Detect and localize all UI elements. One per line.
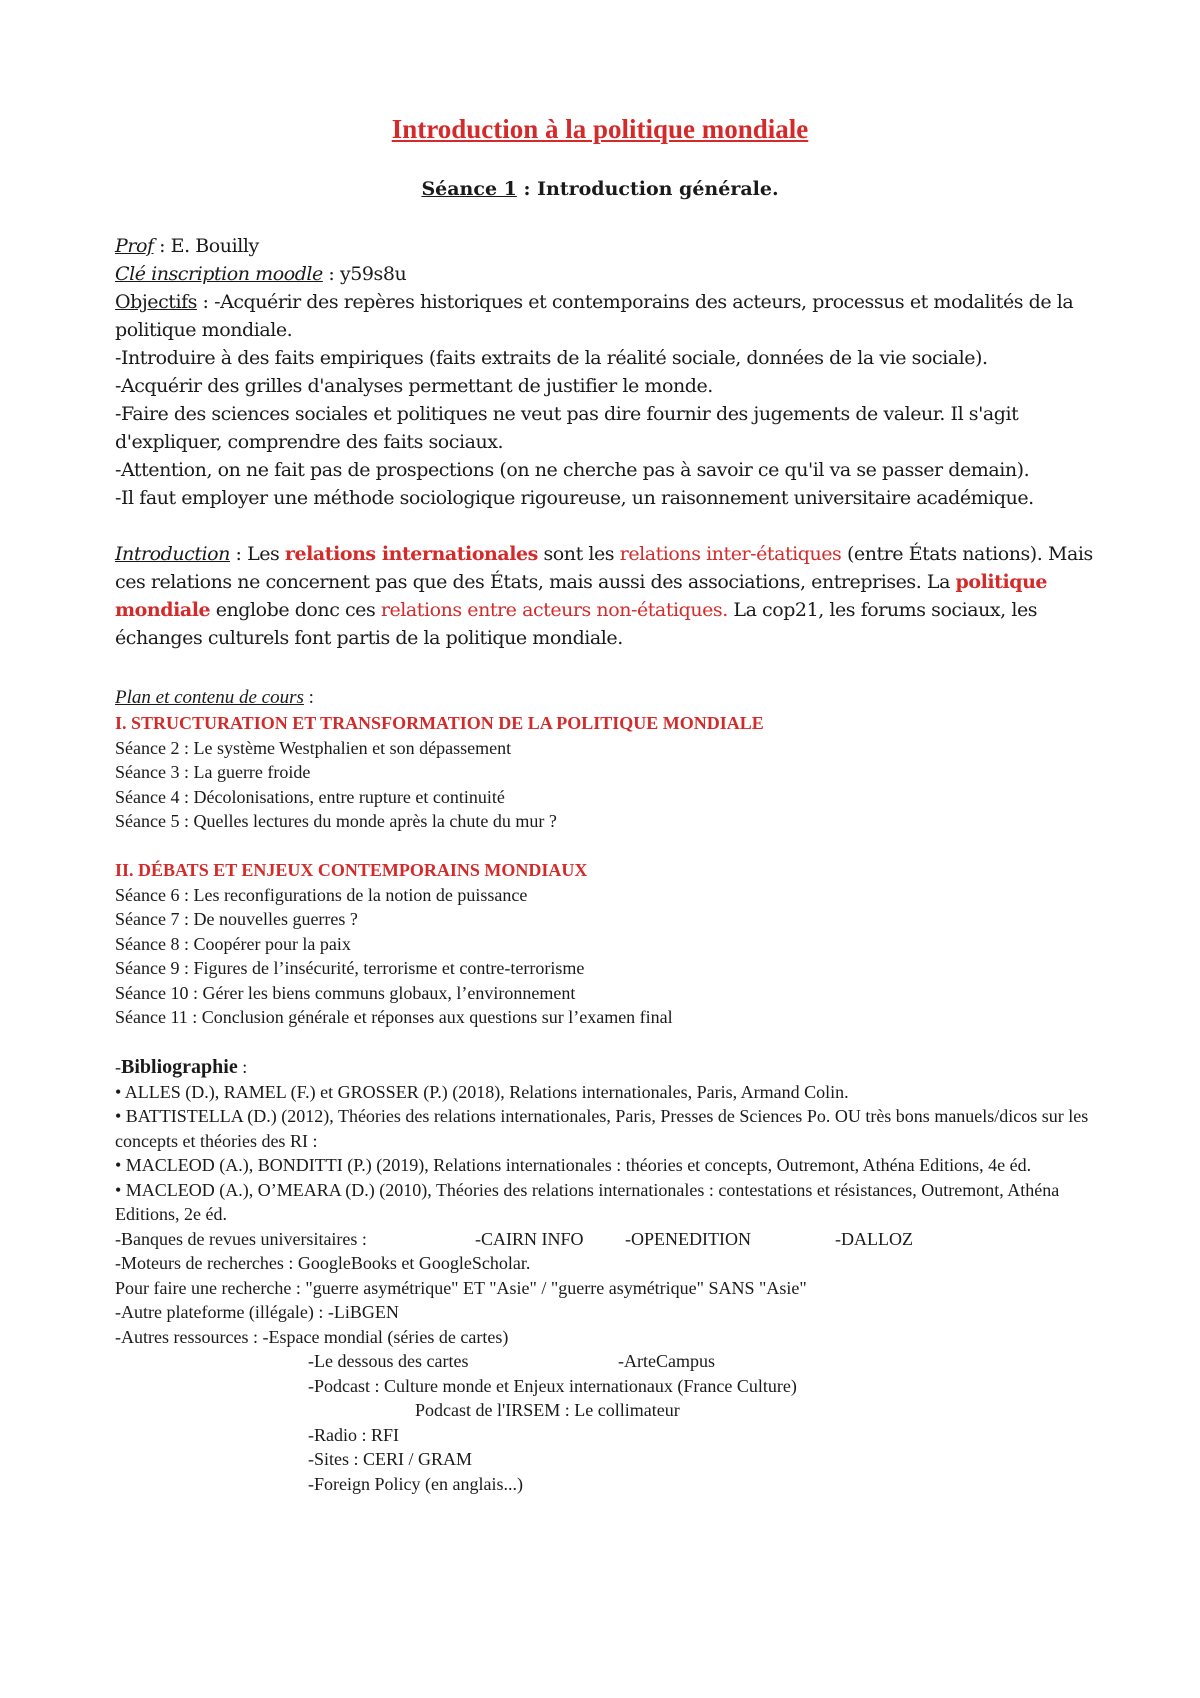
intro-text-7: englobe donc ces <box>210 599 381 621</box>
dessous-line <box>115 1349 1105 1374</box>
plan-spacer <box>115 834 1105 859</box>
autres-label: -Autres ressources : <box>115 1326 258 1347</box>
subtitle-label: Séance 1 <box>421 178 517 200</box>
biblio-ref: • MACLEOD (A.), BONDITTI (P.) (2019), Relations internationales : théories et concepts, Outremont, Athéna Editions, 4e éd. <box>115 1155 1032 1175</box>
artecampus: -ArteCampus <box>618 1351 715 1371</box>
moodle-key-label: Clé inscription moodle <box>115 263 323 285</box>
plan-item: Séance 8 : Coopérer pour la paix <box>115 933 351 954</box>
plan-item: Séance 6 : Les reconfigurations de la notion de puissance <box>115 884 528 905</box>
introduction-paragraph <box>115 540 1105 652</box>
objectifs-line-2: -Introduire à des faits empiriques (faits extraits de la réalité sociale, données de la vie sociale). <box>115 347 988 369</box>
biblio-dash: - <box>115 1057 121 1077</box>
sites-line: -Sites : CERI / GRAM <box>308 1449 473 1469</box>
banques-line <box>115 1227 1105 1252</box>
plan-item: Séance 11 : Conclusion générale et réponses aux questions sur l’examen final <box>115 1007 673 1027</box>
recherche-line: Pour faire une recherche : "guerre asymétrique" ET "Asie" / "guerre asymétrique" SANS "Asie" <box>115 1277 807 1298</box>
biblio-heading <box>115 1055 1105 1080</box>
subtitle-rest: : Introduction générale. <box>516 178 779 200</box>
intro-highlight-interetatiques: relations inter-étatiques <box>619 543 842 565</box>
biblio-ref: • MACLEOD (A.), O’MEARA (D.) (2010), Théories des relations internationales : contestations et résistances, Outremont, Athéna Editions, 2e éd. <box>115 1179 1060 1224</box>
plan-item: Séance 10 : Gérer les biens communs globaux, l’environnement <box>115 982 576 1003</box>
objectifs-label: Objectifs <box>115 291 197 313</box>
plan-heading <box>115 685 1105 711</box>
banques-dalloz: -DALLOZ <box>835 1228 913 1249</box>
bibliography <box>115 1055 1105 1496</box>
objectifs-text-1: : -Acquérir des repères historiques et contemporains des acteurs, processus et modalités de la politique mondiale. <box>115 291 1074 341</box>
objectifs-line-1 <box>115 288 1105 344</box>
objectifs-line-4: -Faire des sciences sociales et politiques ne veut pas dire fournir des jugements de valeur. Il s'agit d'expliquer, comprendre des faits sociaux. <box>115 403 1019 453</box>
document-subtitle <box>0 178 1200 200</box>
prof-line <box>115 232 1105 260</box>
autres-ressources-line <box>115 1325 1105 1350</box>
autres-espace-mondial: -Espace mondial (séries de cartes) <box>262 1326 509 1347</box>
intro-text-3: sont les <box>537 543 620 565</box>
objectifs-line-5: -Attention, on ne fait pas de prospections (on ne cherche pas à savoir ce qu'il va se passer demain). <box>115 459 1030 481</box>
intro-text-1: : Les <box>229 543 285 565</box>
moodle-key-line <box>115 260 1105 288</box>
biblio-suffix: : <box>237 1057 248 1077</box>
course-info <box>115 232 1105 512</box>
intro-highlight-pm: politique mondiale <box>115 571 1048 621</box>
section-1-title: I. STRUCTURATION ET TRANSFORMATION DE LA POLITIQUE MONDIALE <box>115 713 764 733</box>
autre-plateforme-line: -Autre plateforme (illégale) : -LiBGEN <box>115 1302 399 1322</box>
plan-item: Séance 7 : De nouvelles guerres ? <box>115 909 358 929</box>
foreign-policy-line: -Foreign Policy (en anglais...) <box>308 1473 523 1494</box>
plan-item: Séance 2 : Le système Westphalien et son dépassement <box>115 737 512 758</box>
biblio-label: Bibliographie <box>121 1056 238 1078</box>
intro-text-5: (entre États nations). Mais ces relations ne concernent pas que des États, mais aussi des associations, entreprises. La <box>115 543 1093 593</box>
prof-label: Prof <box>115 235 154 257</box>
section-2-title: II. DÉBATS ET ENJEUX CONTEMPORAINS MONDIAUX <box>115 860 588 880</box>
intro-text-9: La cop21, les forums sociaux, les échanges culturels font partis de la politique mondiale. <box>115 599 1038 649</box>
plan-suffix: : <box>303 687 314 708</box>
banques-cairn: -CAIRN INFO <box>475 1228 584 1249</box>
intro-highlight-ri: relations internationales <box>284 543 538 565</box>
moteurs-line: -Moteurs de recherches : GoogleBooks et GoogleScholar. <box>115 1253 531 1273</box>
biblio-ref: • ALLES (D.), RAMEL (F.) et GROSSER (P.) (2018), Relations internationales, Paris, Armand Colin. <box>115 1081 849 1102</box>
plan-item: Séance 3 : La guerre froide <box>115 762 311 782</box>
radio-line: -Radio : RFI <box>308 1424 400 1445</box>
dessous-des-cartes: -Le dessous des cartes <box>308 1351 469 1371</box>
podcast-line: -Podcast : Culture monde et Enjeux internationaux (France Culture) <box>308 1375 797 1396</box>
biblio-ref: • BATTISTELLA (D.) (2012), Théories des relations internationales, Paris, Presses de Sciences Po. OU très bons manuels/dicos sur les concepts et théories des RI : <box>115 1106 1089 1151</box>
course-plan <box>115 685 1105 1030</box>
banques-label: -Banques de revues universitaires : <box>115 1228 367 1249</box>
banques-openedition: -OPENEDITION <box>625 1228 751 1249</box>
objectifs-line-3: -Acquérir des grilles d'analyses permettant de justifier le monde. <box>115 375 713 397</box>
document-title: Introduction à la politique mondiale <box>391 114 809 144</box>
moodle-key-value: : y59s8u <box>322 263 407 285</box>
plan-item: Séance 5 : Quelles lectures du monde après la chute du mur ? <box>115 811 557 831</box>
prof-value: : E. Bouilly <box>153 235 259 257</box>
intro-highlight-non-etatiques: relations entre acteurs non-étatiques. <box>380 599 728 621</box>
plan-label: Plan et contenu de cours <box>115 687 304 708</box>
podcast-irsem-line: Podcast de l'IRSEM : Le collimateur <box>415 1400 680 1420</box>
intro-label: Introduction <box>115 543 230 565</box>
objectifs-line-6: -Il faut employer une méthode sociologique rigoureuse, un raisonnement universitaire académique. <box>115 487 1034 509</box>
plan-item: Séance 9 : Figures de l’insécurité, terrorisme et contre-terrorisme <box>115 958 585 978</box>
plan-item: Séance 4 : Décolonisations, entre rupture et continuité <box>115 786 505 807</box>
